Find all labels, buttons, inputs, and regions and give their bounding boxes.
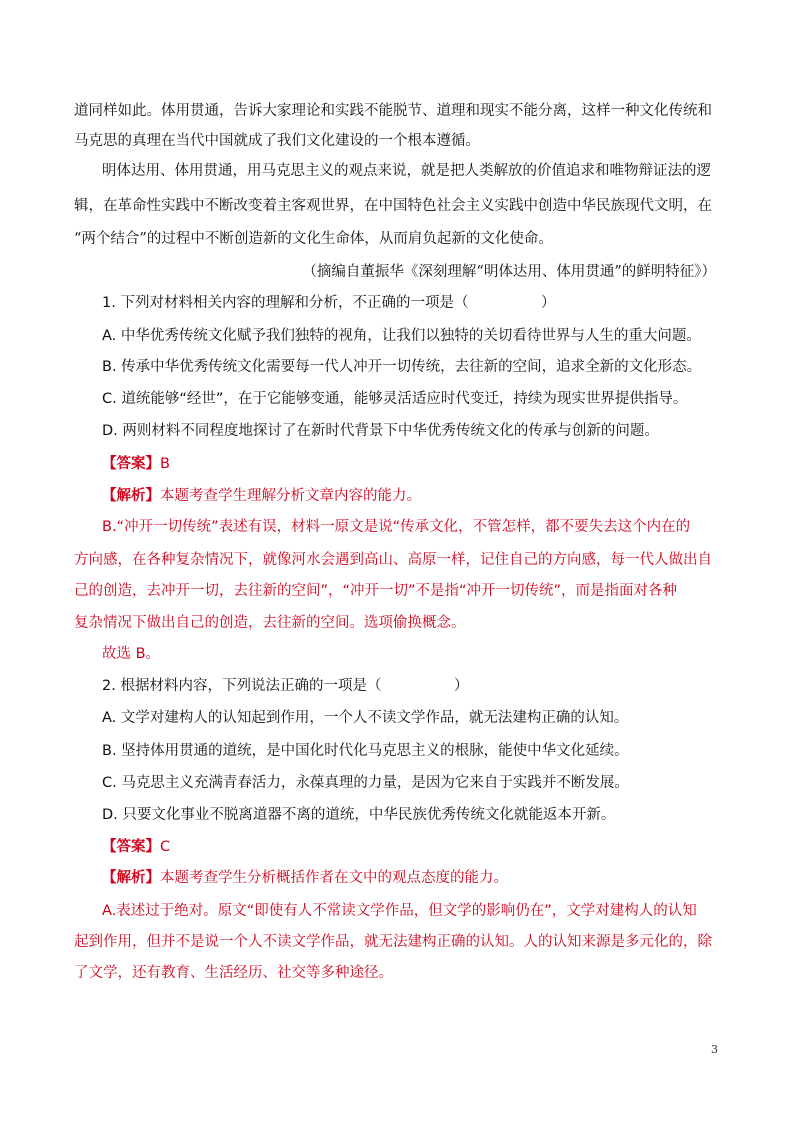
question-1-explanation-line-1: B.“冲开一切传统”表述有误，材料一原文是说“传承文化，不管怎样，都不要失去这个内在的 xyxy=(102,519,691,535)
analysis-tag: 【解析】 xyxy=(102,870,160,886)
answer-tag: 【答案】 xyxy=(102,456,160,472)
question-2-option-a: A. 文学对建构人的认知起到作用，一个人不读文学作品，就无法建构正确的认知。 xyxy=(102,710,629,726)
question-2-explanation-line-2: 起到作用，但并不是说一个人不读文学作品，就无法建构正确的认知。人的认知来源是多元化的，除 xyxy=(74,934,712,950)
question-1-stem: 1. 下列对材料相关内容的理解和分析，不正确的一项是（ ） xyxy=(102,295,556,311)
question-1-explanation-line-2: 方向感，在各种复杂情况下，就像河水会遇到高山、高原一样，记住自己的方向感，每一代人做出自 xyxy=(74,552,712,568)
answer-value: B xyxy=(160,456,170,472)
question-2-explanation-line-3: 了文学，还有教育、生活经历、社交等多种途径。 xyxy=(74,965,393,981)
question-2-option-d: D. 只要文化事业不脱离道器不离的道统，中华民族优秀传统文化就能返本开新。 xyxy=(102,807,616,823)
answer-value: C xyxy=(160,839,171,855)
page-number: 3 xyxy=(711,1043,718,1056)
question-1-conclusion: 故选 B。 xyxy=(102,646,161,662)
analysis-heading: 本题考查学生分析概括作者在文中的观点态度的能力。 xyxy=(160,870,508,886)
question-2-stem: 2. 根据材料内容，下列说法正确的一项是（ ） xyxy=(102,678,469,694)
intro-paragraph-2-line-3: “两个结合”的过程中不断创造新的文化生命体，从而肩负起新的文化使命。 xyxy=(74,231,553,247)
intro-paragraph-1-line-1: 道同样如此。体用贯通，告诉大家理论和实践不能脱节、道理和现实不能分离，这样一种文化传统和 xyxy=(74,103,712,119)
question-1-option-b: B. 传承中华优秀传统文化需要每一代人冲开一切传统，去往新的空间，追求全新的文化形态。 xyxy=(102,359,702,375)
question-1-answer xyxy=(102,454,724,474)
question-1-explanation-line-4: 复杂情况下做出自己的创造，去往新的空间。选项偷换概念。 xyxy=(74,615,466,631)
source-citation: （摘编自董振华《深刻理解“明体达用、体用贯通”的鲜明特征》） xyxy=(302,264,716,280)
analysis-heading: 本题考查学生理解分析文章内容的能力。 xyxy=(160,488,421,504)
answer-tag: 【答案】 xyxy=(102,839,160,855)
question-2-explanation-line-1: A.表述过于绝对。原文“即使有人不常读文学作品，但文学的影响仍在”，文学对建构人的认知 xyxy=(102,903,697,919)
analysis-tag: 【解析】 xyxy=(102,488,160,504)
question-2-option-c: C. 马克思主义充满青春活力，永葆真理的力量，是因为它来自于实践并不断发展。 xyxy=(102,775,629,791)
intro-paragraph-2-line-1: 明体达用、体用贯通，用马克思主义的观点来说，就是把人类解放的价值追求和唯物辩证法的逻 xyxy=(102,163,711,179)
question-1-option-d: D. 两则材料不同程度地探讨了在新时代背景下中华优秀传统文化的传承与创新的问题。 xyxy=(102,423,659,439)
question-1-option-a: A. 中华优秀传统文化赋予我们独特的视角，让我们以独特的关切看待世界与人生的重大问题。 xyxy=(102,328,701,344)
question-2-option-b: B. 坚持体用贯通的道统，是中国化时代化马克思主义的根脉，能使中华文化延续。 xyxy=(102,743,629,759)
intro-paragraph-1-line-2: 马克思的真理在当代中国就成了我们文化建设的一个根本遵循。 xyxy=(74,133,480,149)
question-1-analysis xyxy=(102,486,724,506)
question-1-explanation-line-3: 己的创造，去冲开一切，去往新的空间”，“冲开一切”不是指“冲开一切传统”，而是指面对各种 xyxy=(74,583,678,599)
question-2-answer xyxy=(102,837,724,857)
question-2-analysis xyxy=(102,868,724,888)
intro-paragraph-2-line-2: 辑，在革命性实践中不断改变着主客观世界，在中国特色社会主义实践中创造中华民族现代文明，在 xyxy=(74,198,712,214)
question-1-option-c: C. 道统能够“经世”，在于它能够变通，能够灵活适应时代变迁，持续为现实世界提供指导。 xyxy=(102,391,688,407)
